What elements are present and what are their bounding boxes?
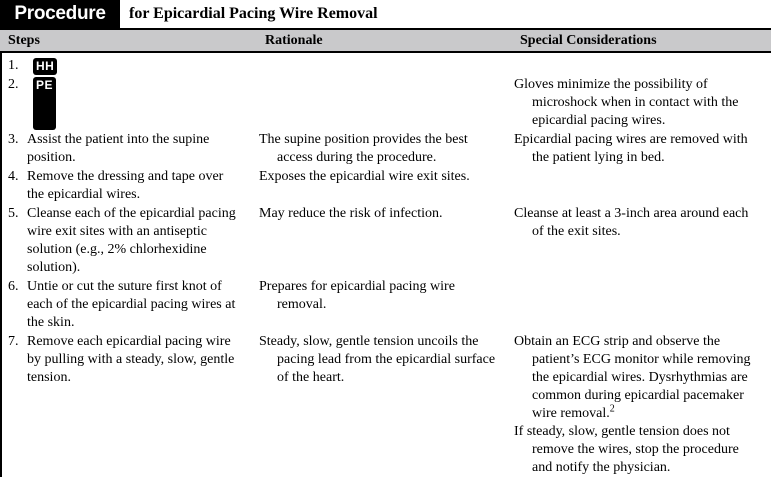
special-considerations-text: [514, 333, 761, 423]
step-number: 3.: [8, 132, 19, 147]
step-number: 6.: [8, 279, 19, 294]
rationale-cell: [259, 76, 514, 130]
step-cell: [8, 333, 259, 477]
table-row: [8, 131, 767, 167]
step-text: Remove the dressing and tape over the epicardial wires.: [27, 169, 224, 202]
step-cell: [8, 278, 259, 332]
hand-hygiene-icon: HH: [33, 58, 57, 75]
procedure-badge: Procedure: [0, 0, 120, 28]
special-considerations-text: Epicardial pacing wires are removed with the patient lying in bed.: [514, 132, 748, 165]
rationale-cell: [259, 205, 514, 277]
rationale-cell: [259, 333, 514, 477]
column-header-bar: [0, 30, 771, 51]
special-considerations-text: Gloves minimize the possibility of microshock when in contact with the epicardial pacing wires.: [514, 77, 739, 128]
special-considerations-cell: [514, 57, 767, 75]
special-considerations-cell: [514, 168, 767, 204]
step-cell: [8, 57, 259, 75]
table-row: [8, 76, 767, 130]
special-considerations-cell: [514, 205, 767, 277]
step-number: 1.: [8, 58, 19, 73]
step-text: Remove each epicardial pacing wire by pulling with a steady, slow, gentle tension.: [27, 334, 235, 385]
table-row: [8, 333, 767, 477]
title-band: [0, 0, 771, 28]
rationale-text: Prepares for epicardial pacing wire removal.: [259, 279, 455, 312]
special-considerations-text: Cleanse at least a 3-inch area around each of the exit sites.: [514, 206, 749, 239]
special-considerations-cell: [514, 76, 767, 130]
special-considerations-cell: [514, 278, 767, 332]
step-text: Cleanse each of the epicardial pacing wire exit sites with an antiseptic solution (e.g., 2% chlorhexidine solution).: [27, 206, 236, 275]
step-number: 4.: [8, 169, 19, 184]
column-header-rationale: Rationale: [265, 32, 323, 48]
special-considerations-text: If steady, slow, gentle tension does not remove the wires, stop the procedure and notify the physician.: [514, 424, 739, 475]
rationale-text: Exposes the epicardial wire exit sites.: [259, 169, 470, 184]
special-considerations-cell: [514, 131, 767, 167]
step-number: 5.: [8, 206, 19, 221]
rationale-cell: [259, 278, 514, 332]
step-number: 2.: [8, 77, 19, 92]
rationale-text: May reduce the risk of infection.: [259, 206, 443, 221]
table-row: [8, 57, 767, 75]
page-title: for Epicardial Pacing Wire Removal: [129, 5, 378, 22]
step-text: Untie or cut the suture first knot of each of the epicardial pacing wires at the skin.: [27, 279, 236, 330]
table-row: [8, 205, 767, 277]
rationale-cell: [259, 131, 514, 167]
table-body: [0, 53, 771, 477]
step-cell: [8, 205, 259, 277]
special-considerations-paragraph: Obtain an ECG strip and observe the patient’s ECG monitor while removing the epicardial wires. Dysrhythmias are common during epicardial pacemaker wire removal.: [514, 334, 751, 421]
column-header-steps: Steps: [8, 32, 40, 48]
table-row: [8, 168, 767, 204]
personal-protective-equipment-icon: PE: [33, 77, 56, 130]
rationale-text: The supine position provides the best access during the procedure.: [259, 132, 468, 165]
table-row: [8, 278, 767, 332]
rationale-text: Steady, slow, gentle tension uncoils the pacing lead from the epicardial surface of the heart.: [259, 334, 496, 385]
step-cell: [8, 131, 259, 167]
rationale-cell: [259, 168, 514, 204]
special-considerations-cell: [514, 333, 767, 477]
step-text: Assist the patient into the supine position.: [27, 132, 210, 165]
footnote-reference: 2: [609, 403, 615, 415]
step-cell: [8, 168, 259, 204]
column-header-special-considerations: Special Considerations: [520, 32, 657, 48]
rationale-cell: [259, 57, 514, 75]
step-number: 7.: [8, 334, 19, 349]
step-cell: [8, 76, 259, 130]
